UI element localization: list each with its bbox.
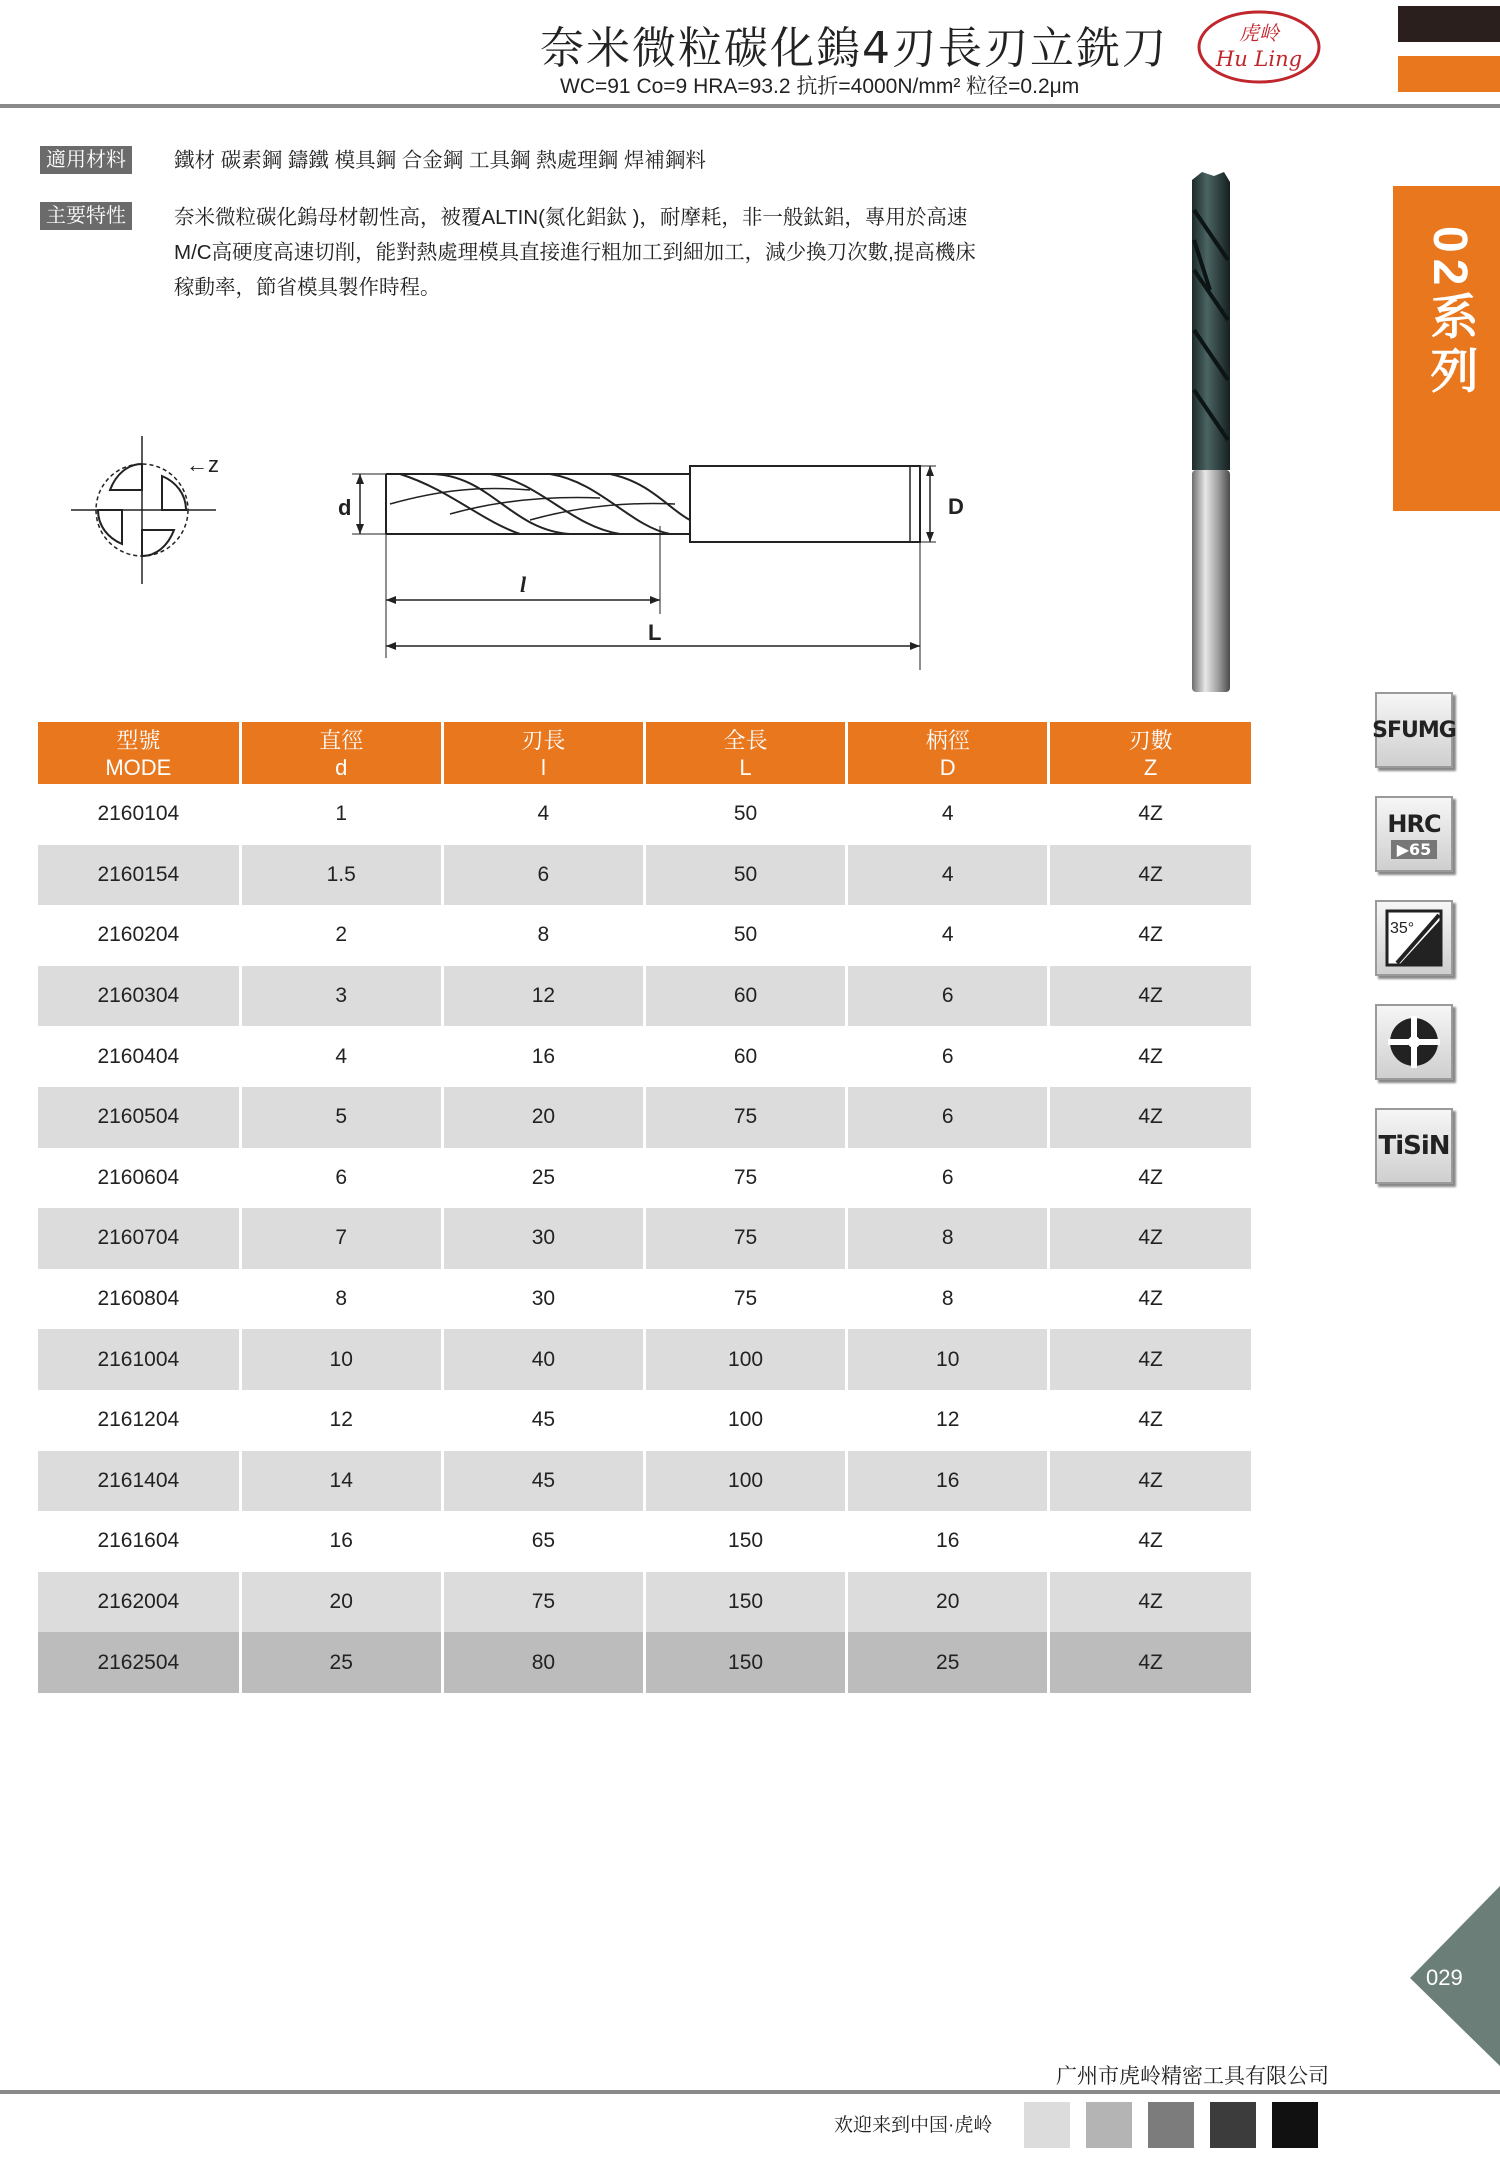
cell-overall-length: 50: [644, 905, 846, 966]
cell-model: 2162504: [38, 1632, 240, 1693]
material-spec: WC=91 Co=9 HRA=93.2 抗折=4000N/mm² 粒径=0.2μm: [560, 75, 1080, 98]
helix-angle-icon: [1375, 900, 1453, 976]
table-row: [38, 1148, 1251, 1209]
cell-overall-length: 75: [644, 1208, 846, 1269]
tisin-coating-icon: [1375, 1108, 1453, 1184]
cell-shank-diameter: 8: [847, 1269, 1049, 1330]
svg-text:虎岭: 虎岭: [1239, 21, 1279, 45]
cell-model: 2161204: [38, 1390, 240, 1451]
cell-flutes: 4Z: [1049, 966, 1251, 1027]
table-row: [38, 1026, 1251, 1087]
table-row: [38, 1390, 1251, 1451]
cell-overall-length: 75: [644, 1269, 846, 1330]
table-row: [38, 845, 1251, 906]
cell-flutes: 4Z: [1049, 1390, 1251, 1451]
color-swatch: [1086, 2102, 1132, 2148]
color-swatch: [1024, 2102, 1070, 2148]
cell-flute-length: 6: [442, 845, 644, 906]
cell-model: 2162004: [38, 1572, 240, 1633]
cell-diameter: 8: [240, 1269, 442, 1330]
l-label: l: [520, 572, 527, 597]
hrc-value: ▶65: [1391, 840, 1438, 859]
cell-flutes: 4Z: [1049, 1269, 1251, 1330]
cell-diameter: 1.5: [240, 845, 442, 906]
hrc-label: HRC: [1387, 809, 1441, 838]
cell-diameter: 14: [240, 1451, 442, 1512]
cell-flutes: 4Z: [1049, 905, 1251, 966]
L-label: L: [648, 620, 662, 645]
cell-overall-length: 150: [644, 1572, 846, 1633]
d-label: d: [338, 495, 352, 520]
cell-shank-diameter: 12: [847, 1390, 1049, 1451]
corner-tab-orange: [1398, 56, 1500, 92]
cell-shank-diameter: 6: [847, 1148, 1049, 1209]
cell-flute-length: 12: [442, 966, 644, 1027]
cell-shank-diameter: 25: [847, 1632, 1049, 1693]
cell-model: 2160504: [38, 1087, 240, 1148]
table-row: [38, 1451, 1251, 1512]
cell-flutes: 4Z: [1049, 845, 1251, 906]
cell-overall-length: 60: [644, 966, 846, 1027]
cell-flute-length: 8: [442, 905, 644, 966]
angle-label: 35°: [1390, 920, 1415, 937]
cell-model: 2160104: [38, 784, 240, 845]
svg-text:Hu Ling: Hu Ling: [1215, 47, 1303, 71]
table-row: [38, 1087, 1251, 1148]
cell-model: 2160204: [38, 905, 240, 966]
cell-diameter: 2: [240, 905, 442, 966]
cell-diameter: 6: [240, 1148, 442, 1209]
sfumg-label: SFUMG: [1372, 717, 1456, 743]
cell-diameter: 7: [240, 1208, 442, 1269]
cell-diameter: 25: [240, 1632, 442, 1693]
cell-diameter: 12: [240, 1390, 442, 1451]
cell-model: 2160404: [38, 1026, 240, 1087]
cell-model: 2160604: [38, 1148, 240, 1209]
header-overall-length: 全長 L: [644, 722, 846, 784]
cell-flute-length: 25: [442, 1148, 644, 1209]
cell-flute-length: 65: [442, 1511, 644, 1572]
cell-shank-diameter: 16: [847, 1511, 1049, 1572]
cell-flutes: 4Z: [1049, 1148, 1251, 1209]
cell-diameter: 10: [240, 1329, 442, 1390]
color-swatch: [1210, 2102, 1256, 2148]
header-model: 型號 MODE: [38, 722, 240, 784]
feature-line: 奈米微粒碳化鎢母材韌性高，被覆ALTIN(氮化鋁鈦 )，耐摩耗，非一般鈦鋁，專用於高速: [174, 206, 968, 229]
cell-shank-diameter: 16: [847, 1451, 1049, 1512]
cell-model: 2160304: [38, 966, 240, 1027]
page-title: 奈米微粒碳化鎢4刃長刃立銑刀: [540, 23, 1168, 74]
series-tab-label: 02系列: [1423, 226, 1476, 400]
cell-overall-length: 150: [644, 1632, 846, 1693]
feature-label: 主要特性: [40, 202, 132, 230]
cell-shank-diameter: 20: [847, 1572, 1049, 1633]
footer-divider: [0, 2090, 1500, 2094]
cell-shank-diameter: 8: [847, 1208, 1049, 1269]
D-label: D: [948, 494, 964, 519]
table-row: [38, 1572, 1251, 1633]
table-row: [38, 1511, 1251, 1572]
cell-overall-length: 100: [644, 1390, 846, 1451]
cell-flute-length: 80: [442, 1632, 644, 1693]
color-swatch: [1148, 2102, 1194, 2148]
cell-overall-length: 50: [644, 845, 846, 906]
end-mill-photo: [1180, 170, 1240, 700]
cell-model: 2160154: [38, 845, 240, 906]
cell-flutes: 4Z: [1049, 1572, 1251, 1633]
header-divider: [0, 104, 1500, 108]
table-row: [38, 1329, 1251, 1390]
tisin-label: TiSiN: [1378, 1131, 1450, 1161]
cell-diameter: 16: [240, 1511, 442, 1572]
cell-flute-length: 75: [442, 1572, 644, 1633]
cell-overall-length: 150: [644, 1511, 846, 1572]
page-number: 029: [1426, 1965, 1463, 1990]
cell-flutes: 4Z: [1049, 1208, 1251, 1269]
cell-shank-diameter: 4: [847, 784, 1049, 845]
company-name: 广州市虎岭精密工具有限公司: [1056, 2065, 1329, 2088]
cell-shank-diameter: 6: [847, 966, 1049, 1027]
cell-diameter: 3: [240, 966, 442, 1027]
cell-model: 2161604: [38, 1511, 240, 1572]
cell-model: 2161404: [38, 1451, 240, 1512]
four-flute-icon: [1375, 1004, 1453, 1080]
cell-shank-diameter: 4: [847, 905, 1049, 966]
sfumg-icon: [1372, 692, 1456, 768]
table-row: [38, 1632, 1251, 1693]
cell-overall-length: 75: [644, 1148, 846, 1209]
cell-model: 2160704: [38, 1208, 240, 1269]
cell-flutes: 4Z: [1049, 1511, 1251, 1572]
cell-flute-length: 4: [442, 784, 644, 845]
cell-model: 2161004: [38, 1329, 240, 1390]
cell-overall-length: 60: [644, 1026, 846, 1087]
cell-shank-diameter: 6: [847, 1087, 1049, 1148]
cell-shank-diameter: 4: [847, 845, 1049, 906]
cell-flutes: 4Z: [1049, 784, 1251, 845]
cell-overall-length: 100: [644, 1451, 846, 1512]
cell-diameter: 5: [240, 1087, 442, 1148]
material-label: 適用材料: [40, 146, 132, 174]
cell-model: 2160804: [38, 1269, 240, 1330]
cell-flutes: 4Z: [1049, 1632, 1251, 1693]
cell-flute-length: 45: [442, 1390, 644, 1451]
cell-flute-length: 20: [442, 1087, 644, 1148]
cell-diameter: 20: [240, 1572, 442, 1633]
table-row: [38, 784, 1251, 845]
cell-flute-length: 45: [442, 1451, 644, 1512]
cell-flutes: 4Z: [1049, 1026, 1251, 1087]
cell-overall-length: 100: [644, 1329, 846, 1390]
welcome-text: 欢迎来到中国·虎岭: [834, 2115, 993, 2136]
cell-flutes: 4Z: [1049, 1451, 1251, 1512]
table-row: [38, 905, 1251, 966]
table-row: [38, 1269, 1251, 1330]
cell-flute-length: 40: [442, 1329, 644, 1390]
table-row: [38, 1208, 1251, 1269]
table-row: [38, 966, 1251, 1027]
header-shank-diameter: 柄徑 D: [847, 722, 1049, 784]
feature-text: [174, 200, 976, 305]
cell-overall-length: 75: [644, 1087, 846, 1148]
cell-flute-length: 30: [442, 1208, 644, 1269]
feature-line: M/C高硬度高速切削，能對熱處理模具直接進行粗加工到細加工，減少換刀次數,提高機床: [174, 241, 976, 264]
cell-diameter: 4: [240, 1026, 442, 1087]
corner-tab-dark: [1398, 6, 1500, 42]
cell-overall-length: 50: [644, 784, 846, 845]
cell-flute-length: 16: [442, 1026, 644, 1087]
cell-flutes: 4Z: [1049, 1087, 1251, 1148]
cell-shank-diameter: 6: [847, 1026, 1049, 1087]
cell-diameter: 1: [240, 784, 442, 845]
hu-ling-logo: [1196, 8, 1322, 86]
feature-line: 稼動率，節省模具製作時程。: [174, 276, 441, 299]
end-view-diagram: [66, 424, 236, 594]
header-diameter: 直徑 d: [240, 722, 442, 784]
cell-flute-length: 30: [442, 1269, 644, 1330]
material-text: 鐵材 碳素鋼 鑄鐵 模具鋼 合金鋼 工具鋼 熱處理鋼 焊補鋼料: [174, 149, 706, 172]
header-flutes: 刃數 Z: [1049, 722, 1251, 784]
spec-table: [38, 722, 1251, 1693]
cell-flutes: 4Z: [1049, 1329, 1251, 1390]
cell-shank-diameter: 10: [847, 1329, 1049, 1390]
header-flute-length: 刃長 l: [442, 722, 644, 784]
z-label: ←z: [186, 452, 219, 477]
table-header-row: [38, 722, 1251, 784]
color-swatch: [1272, 2102, 1318, 2148]
side-view-diagram: [330, 430, 964, 680]
hrc-icon: [1375, 796, 1453, 872]
